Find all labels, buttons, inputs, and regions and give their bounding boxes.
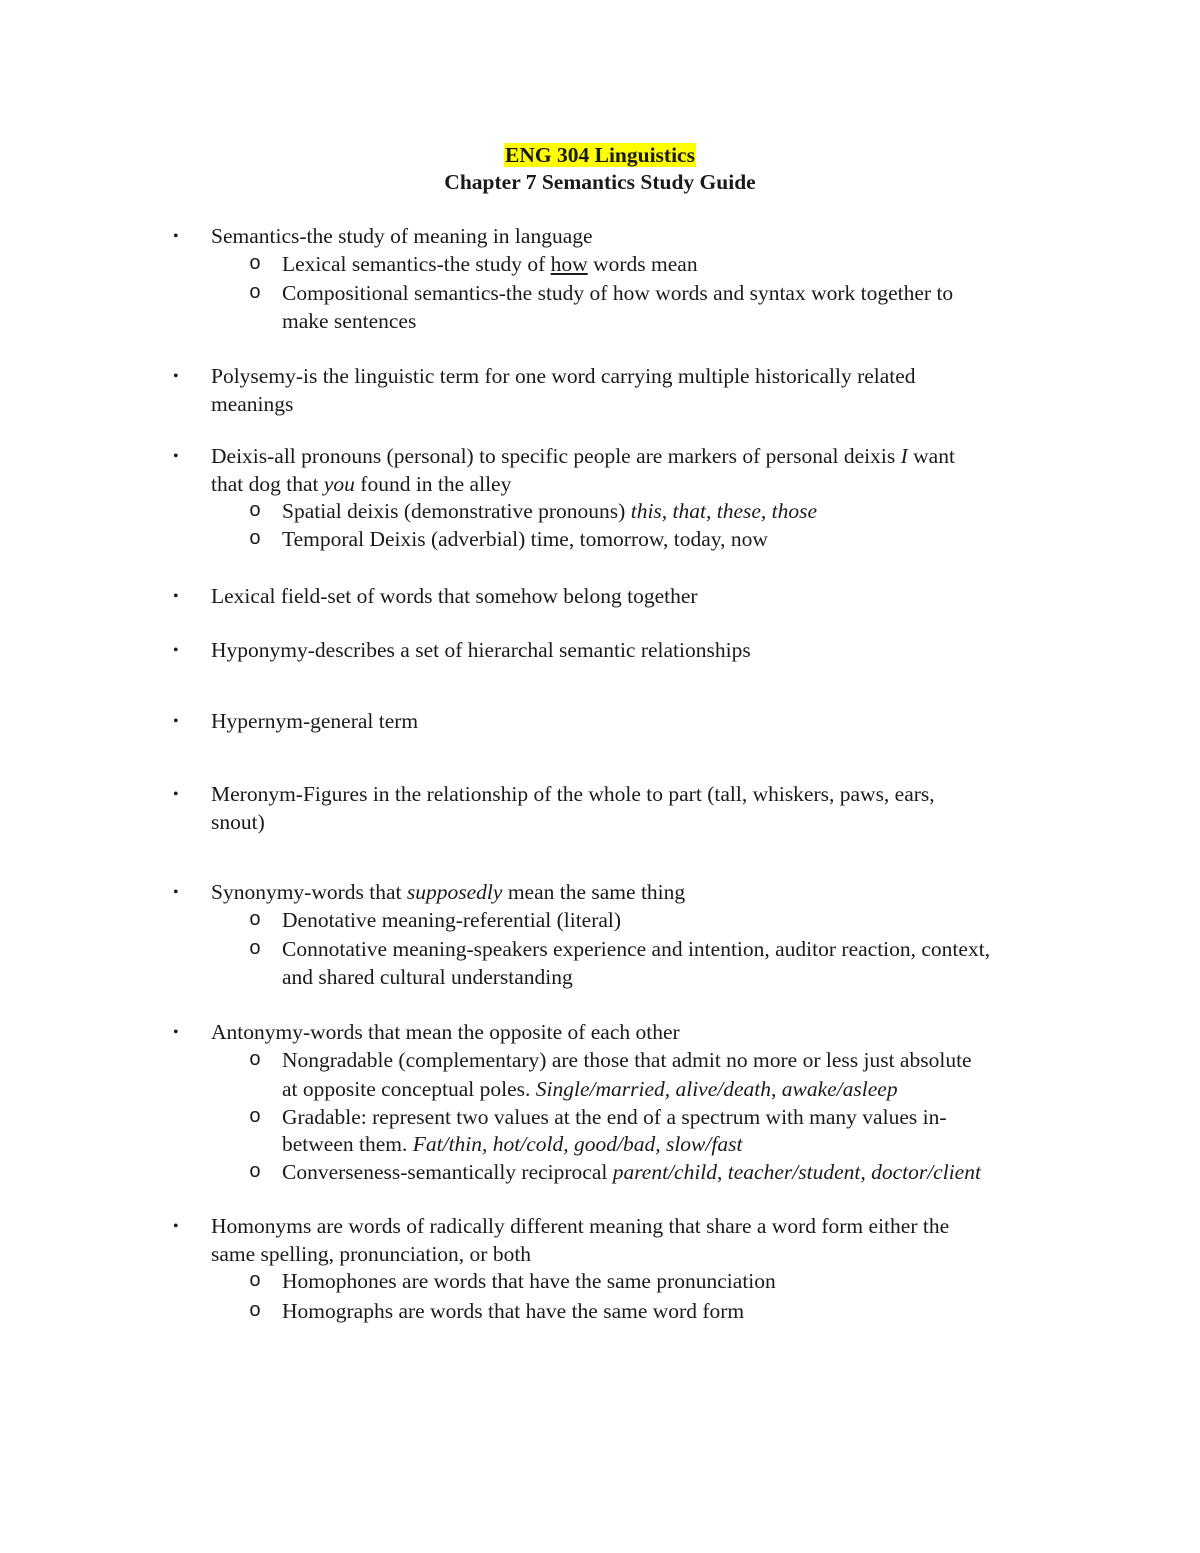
sub-bullet-marker: o [249, 1048, 262, 1072]
sub-bullet-marker: o [249, 908, 262, 932]
sub-item-connotative: o Connotative meaning-speakers experience and intention, auditor reaction, context, [211, 936, 1071, 964]
item-deixis: • Deixis-all pronouns (personal) to specific people are markers of personal deixis I want that dog that you found in the alley o Spatial deixis (demonstrative pronouns) this, that, these, those o Temporal Deixis (adverbial) time, tomorrow, today, now [211, 443, 1071, 553]
course-title-highlight: ENG 304 Linguistics [505, 143, 695, 167]
underlined-how: how [550, 251, 588, 276]
bullet-marker: • [173, 588, 179, 605]
semantics-text: Semantics-the study of meaning in language [211, 224, 593, 248]
sub-bullet-marker: o [249, 282, 262, 305]
sub-item-homographs: o Homographs are words that have the same word form [211, 1298, 1071, 1326]
course-title [0, 142, 1200, 170]
item-lexical-field: • Lexical field-set of words that somehow belong together [211, 583, 1071, 611]
bullet-marker: • [173, 786, 179, 803]
sub-item-spatial-deixis: o Spatial deixis (demonstrative pronouns) this, that, these, those [211, 498, 1071, 526]
bullet-marker: • [173, 1024, 179, 1041]
bullet-marker: • [173, 713, 179, 730]
sub-item-converseness: o Converseness-semantically reciprocal parent/child, teacher/student, doctor/client [211, 1159, 1071, 1187]
item-semantics [173, 223, 1071, 335]
bullet-marker: • [173, 884, 179, 901]
bullet-marker: • [173, 1218, 179, 1235]
bullet-marker: • [173, 368, 179, 385]
sub-bullet-marker: o [249, 938, 262, 961]
deixis-continuation: that dog that you found in the alley [211, 471, 512, 496]
page-subtitle: Chapter 7 Semantics Study Guide [444, 170, 756, 194]
sub-bullet-marker: o [249, 1105, 262, 1129]
item-synonymy: • Synonymy-words that supposedly mean the same thing o Denotative meaning-referential (literal) o Connotative meaning-speakers experience and intention, auditor reaction, context, and shared cultural understanding [211, 879, 1071, 991]
homonyms-continuation: same spelling, pronunciation, or both [211, 1241, 532, 1266]
meronym-continuation: snout) [211, 809, 265, 834]
sub-item-nongradable: o Nongradable (complementary) are those that admit no more or less just absolute [211, 1047, 1071, 1075]
sub-item-continuation: and shared cultural understanding [282, 964, 573, 989]
sub-bullet-marker: o [249, 1299, 262, 1323]
sub-item-gradable: o Gradable: represent two values at the end of a spectrum with many values in- [211, 1104, 1071, 1132]
item-polysemy: • Polysemy-is the linguistic term for one word carrying multiple historically related meanings [211, 363, 1071, 418]
bullet-marker: • [173, 642, 179, 659]
sub-item-continuation: make sentences [282, 308, 417, 333]
sub-item-continuation: at opposite conceptual poles. Single/married, alive/death, awake/asleep [282, 1077, 898, 1101]
bullet-marker: • [173, 448, 179, 465]
sub-item-lexical-semantics: o Lexical semantics-the study of how words mean [211, 251, 1071, 279]
sub-item-homophones: o Homophones are words that have the same pronunciation [211, 1268, 1071, 1296]
item-meronym: • Meronym-Figures in the relationship of the whole to part (tall, whiskers, paws, ears, snout) [211, 781, 1071, 836]
sub-item-denotative: o Denotative meaning-referential (literal) [211, 907, 1071, 935]
sub-bullet-marker: o [249, 252, 262, 276]
item-homonyms: • Homonyms are words of radically different meaning that share a word form either the same spelling, pronunciation, or both o Homophones are words that have the same pronunciation o Homographs are words that have the same word form [211, 1213, 1071, 1325]
bullet-marker: • [173, 228, 179, 245]
sub-item-temporal-deixis: o Temporal Deixis (adverbial) time, tomorrow, today, now [211, 526, 1071, 554]
item-hyponymy: • Hyponymy-describes a set of hierarchal semantic relationships [211, 637, 1071, 665]
item-hypernym: • Hypernym-general term [211, 708, 1071, 736]
polysemy-continuation: meanings [211, 391, 294, 416]
sub-item-continuation: between them. Fat/thin, hot/cold, good/bad, slow/fast [282, 1132, 743, 1156]
sub-bullet-marker: o [249, 527, 262, 551]
sub-bullet-marker: o [249, 1270, 262, 1293]
sub-bullet-marker: o [249, 500, 262, 523]
sub-item-compositional-semantics: o Compositional semantics-the study of how words and syntax work together to [211, 280, 1071, 308]
item-antonymy: • Antonymy-words that mean the opposite of each other o Nongradable (complementary) are those that admit no more or less just absolute at opposite conceptual poles. Single/married, alive/death, awake/asleep o Gradable: represent two values at the end of a spectrum with many values in- between them. Fat/thin, hot/cold, good/bad, slow/fast o Converseness-semantically reciprocal parent/child, teacher/student, doctor/client [211, 1019, 1071, 1186]
sub-bullet-marker: o [249, 1160, 262, 1184]
